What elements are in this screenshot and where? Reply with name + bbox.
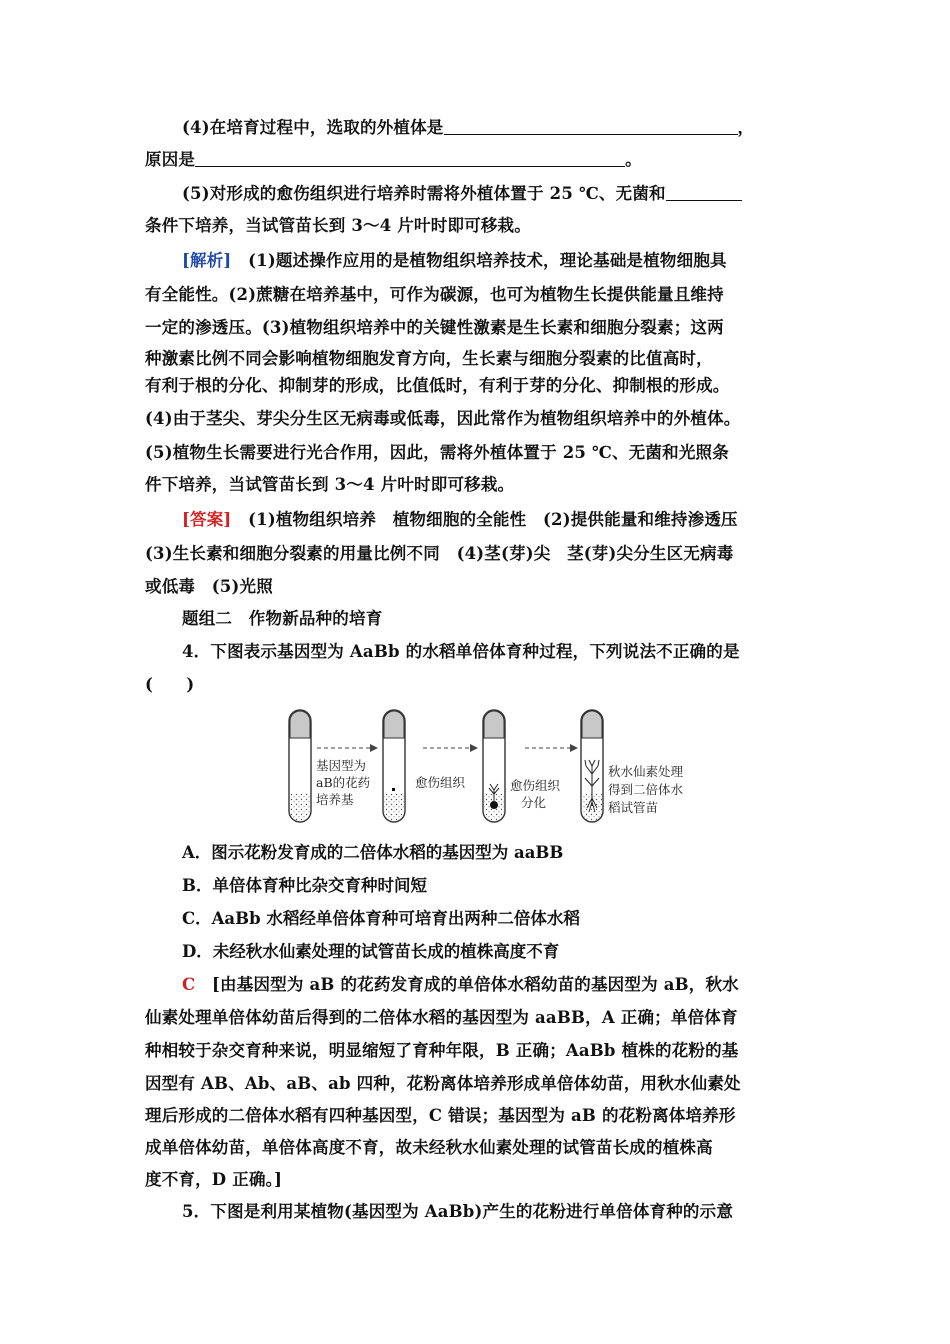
- explain-line-5: 理后形成的二倍体水稻有四种基因型，C 错误；基因型为 aB 的花粉离体培养形: [145, 1106, 736, 1125]
- analysis-line-7: (5)植物生长需要进行光合作用，因此，需将外植体置于 25 ℃、无菌和光照条: [145, 443, 729, 462]
- figure-label: aB的花药: [316, 775, 371, 790]
- q5-stem: 5．下图是利用某植物(基因型为 AaBb)产生的花粉进行单倍体育种的示意: [182, 1202, 734, 1221]
- figure-label: 愈伤组织: [510, 778, 561, 793]
- option-a: A．图示花粉发育成的二倍体水稻的基因型为 aaBB: [182, 843, 564, 862]
- analysis-line-4: 种激素比例不同会影响植物细胞发育方向，生长素与细胞分裂素的比值高时，: [145, 349, 713, 368]
- option-b: B．单倍体育种比杂交育种时间短: [182, 876, 427, 895]
- q4-paren: ( ): [145, 675, 195, 694]
- analysis-tag: [解析]: [182, 251, 232, 270]
- q5-part-line2: 条件下培养，当试管苗长到 3～4 片叶时即可移栽。: [145, 216, 531, 235]
- option-c: C．AaBb 水稻经单倍体育种可培育出两种二倍体水稻: [182, 909, 580, 928]
- figure-label: 愈伤组织: [415, 775, 466, 790]
- test-tube-4: [581, 710, 603, 822]
- answer-line-3: 或低毒 (5)光照: [145, 577, 273, 596]
- figure-label: 分化: [521, 795, 547, 810]
- figure-label: 培养基: [316, 792, 354, 807]
- option-d: D．未经秋水仙素处理的试管苗长成的植株高度不育: [182, 942, 560, 961]
- answer-blank[interactable]: [195, 150, 625, 167]
- q5-part-line1: (5)对形成的愈伤组织进行培养时需将外植体置于 25 ℃、无菌和: [182, 184, 812, 204]
- answer-blank[interactable]: [666, 184, 742, 201]
- answer-blank[interactable]: [444, 118, 738, 135]
- explain-line-7: 度不育，D 正确。]: [145, 1170, 283, 1189]
- figure-label: 秋水仙素处理: [608, 764, 684, 779]
- answer-tag: [答案]: [182, 510, 232, 529]
- test-tube-3: [483, 710, 505, 822]
- q4-stem: 4．下图表示基因型为 AaBb 的水稻单倍体育种过程，下列说法不正确的是: [182, 642, 740, 661]
- breeding-diagram: [285, 708, 705, 828]
- test-tube-2: [383, 710, 405, 822]
- answer-letter: C: [182, 975, 196, 994]
- anther-icon: [392, 788, 395, 791]
- analysis-line-1: [解析] (1)题述操作应用的是植物组织培养技术，理论基础是植物细胞具: [182, 251, 727, 270]
- analysis-line-6: (4)由于茎尖、芽尖分生区无病毒或低毒，因此常作为植物组织培养中的外植体。: [145, 409, 741, 428]
- explain-line-3: 种相较于杂交育种来说，明显缩短了育种年限，B 正确；AaBb 植株的花粉的基: [145, 1041, 739, 1060]
- explain-line-4: 因型有 AB、Ab、aB、ab 四种，花粉离体培养形成单倍体幼苗，用秋水仙素处: [145, 1074, 741, 1093]
- analysis-line-3: 一定的渗透压。(3)植物组织培养中的关键性激素是生长素和细胞分裂素；这两: [145, 318, 724, 337]
- q4-part-line2: 原因是 。: [145, 150, 642, 169]
- q4-part-line1: (4)在培育过程中，选取的外植体是 ，: [182, 118, 755, 137]
- callus-icon: [490, 801, 498, 809]
- analysis-line-5: 有利于根的分化、抑制芽的形成，比值低时，有利于芽的分化、抑制根的形成。: [145, 376, 730, 395]
- answer-line-1: [答案] (1)植物组织培养 植物细胞的全能性 (2)提供能量和维持渗透压: [182, 510, 738, 529]
- test-tube-1: [289, 710, 311, 822]
- figure-label: 基因型为: [316, 758, 367, 773]
- explain-line-2: 仙素处理单倍体幼苗后得到的二倍体水稻的基因型为 aaBB，A 正确；单倍体育: [145, 1008, 738, 1027]
- explain-line-1: C [由基因型为 aB 的花药发育成的单倍体水稻幼苗的基因型为 aB，秋水: [182, 975, 739, 994]
- figure-label: 得到二倍体水: [608, 782, 684, 797]
- group-title: 题组二 作物新品种的培育: [182, 609, 383, 628]
- answer-line-2: (3)生长素和细胞分裂素的用量比例不同 (4)茎(芽)尖 茎(芽)尖分生区无病毒: [145, 544, 734, 563]
- explain-line-6: 成单倍体幼苗，单倍体高度不育，故未经秋水仙素处理的试管苗长成的植株高: [145, 1138, 713, 1157]
- figure-label: 稻试管苗: [608, 800, 659, 815]
- analysis-line-2: 有全能性。(2)蔗糖在培养基中，可作为碳源，也可为植物生长提供能量且维持: [145, 285, 724, 304]
- analysis-line-8: 件下培养，当试管苗长到 3～4 片叶时即可移栽。: [145, 475, 515, 494]
